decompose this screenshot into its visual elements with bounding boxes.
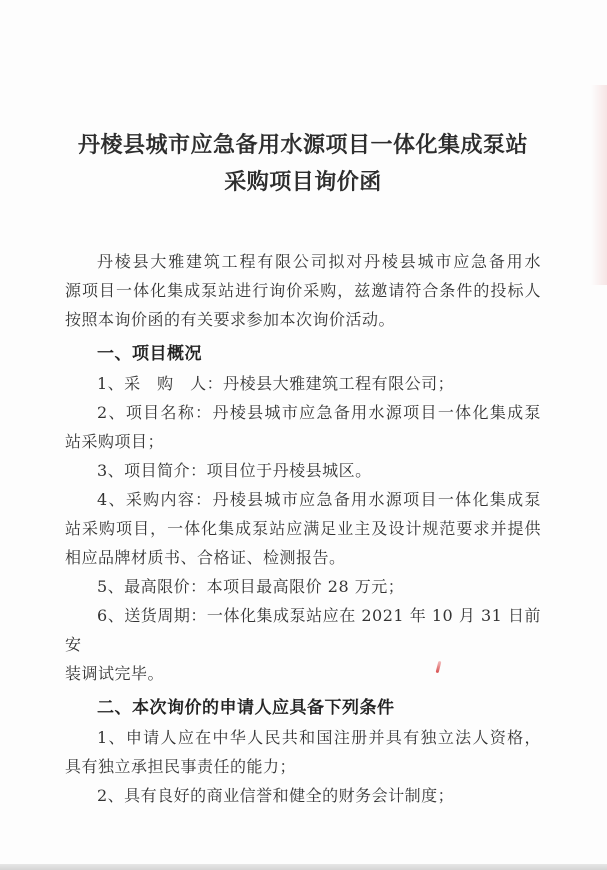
list-item-project-intro: 3、项目简介：项目位于丹棱县城区。	[97, 461, 372, 480]
intro-paragraph-line: 按照本询价函的有关要求参加本次询价活动。	[65, 310, 396, 329]
list-item-legal-person: 1、申请人应在中华人民共和国注册并具有独立法人资格，	[97, 728, 541, 747]
document-title-line-2: 采购项目询价函	[224, 169, 382, 195]
document-title-line-1: 丹棱县城市应急备用水源项目一体化集成泵站	[77, 132, 528, 158]
section-heading-applicant-requirements: 二、本次询价的申请人应具备下列条件	[97, 698, 395, 718]
list-item-project-name: 站采购项目；	[65, 432, 165, 451]
scan-edge-smudge	[591, 85, 607, 285]
list-item-purchase-content: 站采购项目，一体化集成泵站应满足业主及设计规范要求并提供	[65, 519, 541, 538]
document-title	[65, 127, 541, 201]
list-item-price-limit: 5、最高限价：本项目最高限价 28 万元；	[97, 577, 405, 596]
list-item-project-name: 2、项目名称：丹棱县城市应急备用水源项目一体化集成泵	[97, 403, 541, 422]
list-item-delivery-period: 装调试完毕。	[65, 664, 165, 683]
intro-paragraph-line: 源项目一体化集成泵站进行询价采购，兹邀请符合条件的投标人	[65, 281, 541, 300]
document-content	[65, 127, 541, 810]
section-heading-project-overview: 一、项目概况	[97, 344, 202, 364]
intro-paragraph-line: 丹棱县大雅建筑工程有限公司拟对丹棱县城市应急备用水	[97, 252, 541, 271]
list-item-purchase-content: 相应品牌材质书、合格证、检测报告。	[65, 548, 346, 567]
list-item-purchaser: 1、采 购 人：丹棱县大雅建筑工程有限公司；	[97, 374, 455, 393]
list-item-purchase-content: 4、采购内容：丹棱县城市应急备用水源项目一体化集成泵	[97, 490, 541, 509]
document-body	[65, 247, 541, 810]
page-bottom-edge	[0, 864, 607, 870]
list-item-delivery-period: 6、送货周期：一体化集成泵站应在 2021 年 10 月 31 日前安	[65, 606, 541, 654]
list-item-legal-person: 具有独立承担民事责任的能力；	[65, 757, 297, 776]
list-item-business-credit: 2、具有良好的商业信誉和健全的财务会计制度；	[97, 786, 455, 805]
